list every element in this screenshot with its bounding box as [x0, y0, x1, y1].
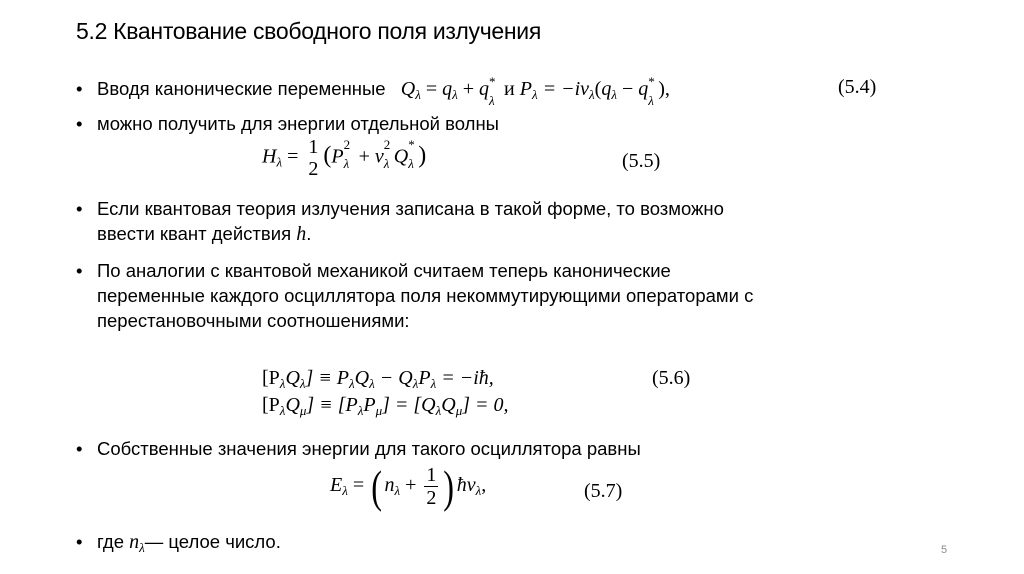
formula-5-6-line-2: $[P_\lambda Q_\mu] \equiv [P_\lambda P_\mu] = [Q_\lambda Q_\mu] = 0$, [262, 394, 509, 418]
bullet-integer-note: • где $n_\lambda—$ целое число. [76, 531, 281, 555]
symbol-n-lambda: $n_\lambda$ [129, 531, 145, 555]
bullet-action-quantum [76, 196, 836, 247]
bullet-text-line-1: Если квантовая теория излучения записана в такой форме, то возможно [97, 198, 724, 219]
bullet-canonical-variables [76, 74, 956, 108]
equation-label-5-5: (5.5) [622, 150, 661, 172]
bullet-text: можно получить для энергии отдельной волны [97, 113, 499, 134]
symbol-h: h [296, 223, 307, 245]
bullet-eigenvalues [76, 436, 641, 461]
bullet-text-line-3: перестановочными соотношениями: [97, 310, 410, 331]
bullet-text-line-2: ввести квант действия h. [97, 223, 312, 245]
bullet-text: Вводя канонические переменные [97, 78, 386, 99]
bullet-icon: • [76, 438, 83, 459]
fraction-one-half: 1 2 [308, 136, 319, 180]
bullet-icon: • [76, 260, 83, 281]
page-number: 5 [941, 544, 948, 556]
formula-5-4: $Q_\lambda = q_\lambda + q$ * λ и $P_\lambda = -i\nu_\lambda(q_\lambda - q$ * λ ), [400, 74, 670, 108]
formula-5-5: $H_\lambda$ = 1 2 (P 2 λ + ν 2 λ Q * λ ) [262, 136, 427, 180]
equation-label-5-6: (5.6) [652, 367, 691, 389]
equation-label-5-4: (5.4) [838, 76, 877, 98]
bullet-icon: • [76, 78, 83, 99]
bullet-wave-energy [76, 111, 499, 136]
slide-title: 5.2 Квантование свободного поля излучения [76, 18, 541, 44]
formula-5-7: $E_\lambda$ = ( $n_\lambda$ + $\frac{1}{2}$ ) $ħ\nu_\lambda$, [330, 461, 487, 512]
equation-label-5-7: (5.7) [584, 480, 623, 502]
bullet-text: Собственные значения энергии для такого осциллятора равны [97, 438, 641, 459]
formula-5-6-line-1: $[P_\lambda Q_\lambda] \equiv P_\lambda Q_\lambda - Q_\lambda P_\lambda$ = −iħ, [262, 367, 494, 391]
bullet-text-line-1: По аналогии с квантовой механикой считаем теперь канонические [97, 260, 671, 281]
bullet-icon: • [76, 531, 83, 552]
bullet-text-line-2: переменные каждого осциллятора поля некоммутирующими операторами с [97, 285, 754, 306]
bullet-icon: • [76, 113, 83, 134]
bullet-commutation [76, 258, 876, 333]
bullet-icon: • [76, 198, 83, 219]
fraction-one-half: $\frac{1}{2}$ [426, 464, 437, 509]
